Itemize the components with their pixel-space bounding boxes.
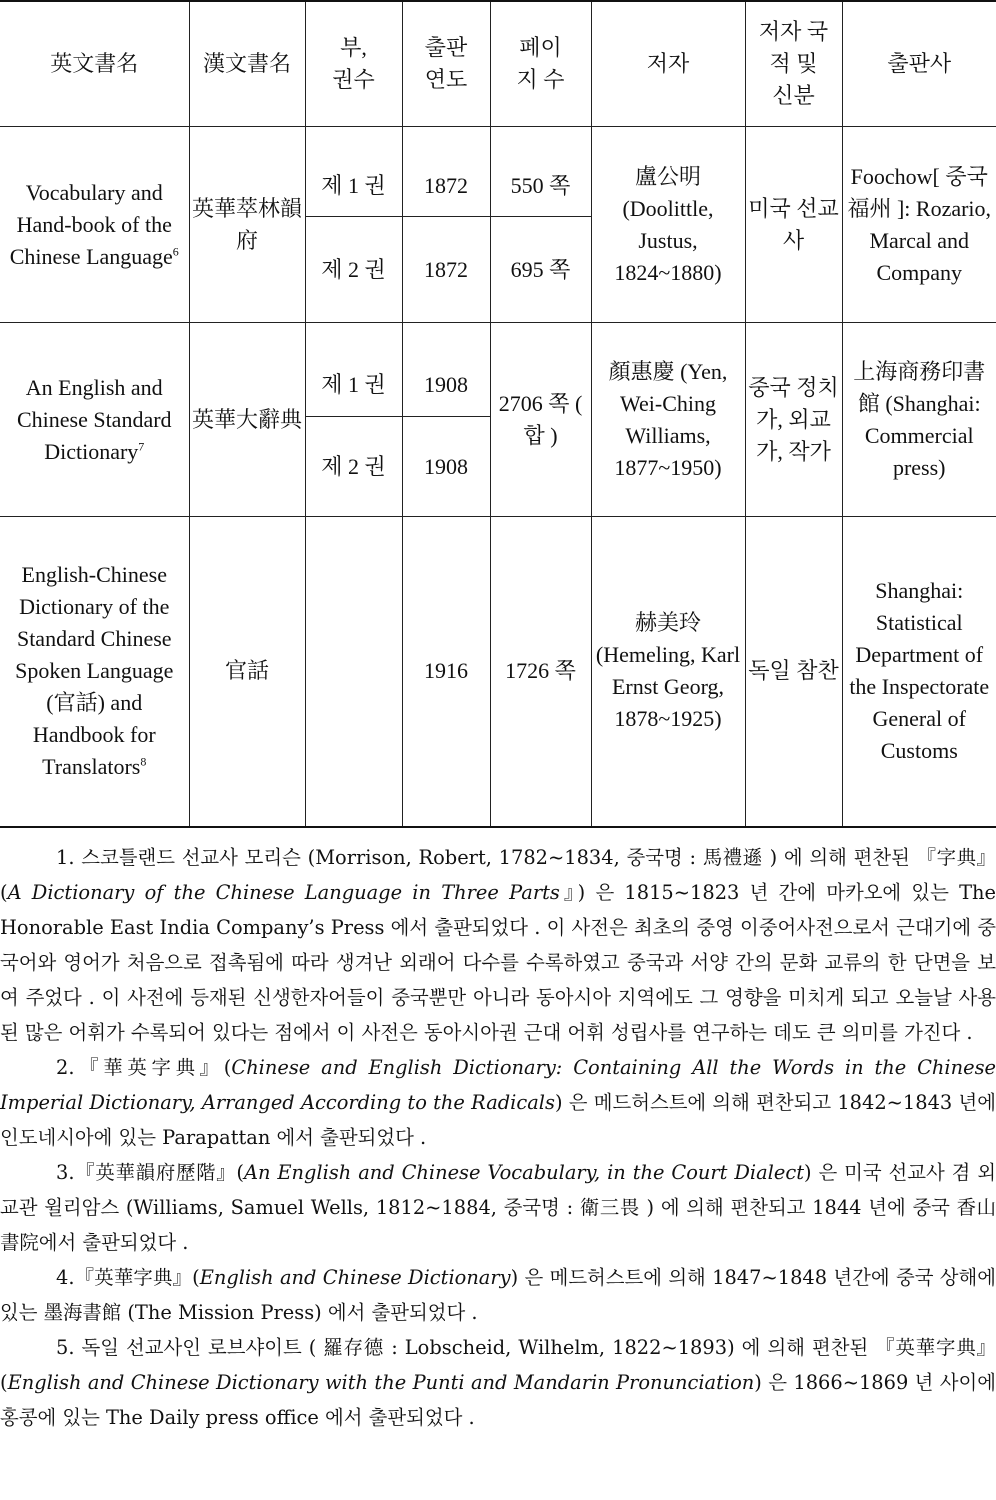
header-publisher: 출판사 — [842, 1, 996, 127]
english-title-cell — [0, 323, 189, 517]
header-author: 저자 — [591, 1, 745, 127]
header-pages: 페이 지 수 — [490, 1, 591, 127]
year-cell: 1908 — [402, 417, 490, 517]
english-title-cell — [0, 517, 189, 827]
footnote-4: 4.『英華字典』(English and Chinese Dictionary) 은 메드허스트에 의해 1847~1848 년간에 중국 상해에 있는 墨海書館 (The Mission Press) 에서 출판되었다 . — [0, 1266, 996, 1324]
header-volume: 부, 권수 — [305, 1, 402, 127]
volume-cell: 제 2 권 — [305, 417, 402, 517]
year-cell: 1916 — [402, 517, 490, 827]
pages-cell: 1726 쪽 — [490, 517, 591, 827]
author-cell: 顏惠慶 (Yen, Wei-Ching Williams, 1877~1950) — [591, 323, 745, 517]
footnotes — [0, 840, 996, 1435]
pages-cell: 550 쪽 — [490, 127, 591, 217]
author-info-cell: 미국 선교사 — [745, 127, 842, 323]
english-title-cell — [0, 127, 189, 323]
volume-cell: 제 1 권 — [305, 323, 402, 417]
table-row — [0, 323, 996, 417]
footnote-1: 1. 스코틀랜드 선교사 모리슨 (Morrison, Robert, 1782~1834, 중국명 : 馬禮遜 ) 에 의해 편찬된 『字典』(A Dictionary of the Chinese Language in Three Parts』) 은 1815~1823 년 간에 마카오에 있는 The Honorable East India Company’s Press 에서 출판되었다 . 이 사전은 최초의 중영 이중어사전으로서 근대기에 중국어와 영어가 처음으로 접촉됨에 따라 생겨난 외래어 다수를 수록하였고 중국과 서양 간의 문화 교류의 한 단면을 보여 주었다 . 이 사전에 등재된 신생한자어들이 중국뿐만 아니라 동아시아 지역에도 그 영향을 미치게 되고 오늘날 사용된 많은 어휘가 수록되어 있다는 점에서 이 사전은 동아시아권 근대 어휘 성립사를 연구하는 데도 큰 의미를 가진다 . — [0, 846, 996, 1044]
year-cell: 1908 — [402, 323, 490, 417]
chinese-title-cell: 官話 — [189, 517, 305, 827]
header-chinese-title: 漢文書名 — [189, 1, 305, 127]
header-english-title: 英文書名 — [0, 1, 189, 127]
publisher-cell: 上海商務印書館 (Shanghai: Commercial press) — [842, 323, 996, 517]
volume-cell: 제 1 권 — [305, 127, 402, 217]
header-author-info: 저자 국 적 및 신분 — [745, 1, 842, 127]
english-title: Vocabulary and Hand-book of the Chinese Language — [9, 179, 173, 269]
volume-cell — [305, 517, 402, 827]
english-title: An English and Chinese Standard Dictionary — [16, 374, 172, 464]
year-cell: 1872 — [402, 127, 490, 217]
footnote-ref: 8 — [140, 754, 147, 769]
year-cell: 1872 — [402, 217, 490, 323]
header-row — [0, 1, 996, 127]
publisher-cell: Shanghai: Statistical Department of the Inspectorate General of Customs — [842, 517, 996, 827]
chinese-title-cell: 英華大辭典 — [189, 323, 305, 517]
chinese-title-cell: 英華萃林韻府 — [189, 127, 305, 323]
volume-cell: 제 2 권 — [305, 217, 402, 323]
author-cell: 盧公明 (Doolittle, Justus, 1824~1880) — [591, 127, 745, 323]
publisher-cell: Foochow[ 중국 福州 ]: Rozario, Marcal and Company — [842, 127, 996, 323]
footnote-5: 5. 독일 선교사인 로브샤이트 ( 羅存德 : Lobscheid, Wilhelm, 1822~1893) 에 의해 편찬된 『英華字典』 (English and Chinese Dictionary with the Punti and Mandarin Pronunciation) 은 1866~1869 년 사이에 홍콩에 있는 The Daily press office 에서 출판되었다 . — [0, 1336, 996, 1429]
pages-cell: 2706 쪽 ( 합 ) — [490, 323, 591, 517]
author-info-cell: 중국 정치가, 외교가, 작가 — [745, 323, 842, 517]
author-info-cell: 독일 참찬 — [745, 517, 842, 827]
table-row — [0, 517, 996, 827]
english-title: English-Chinese Dictionary of the Standard Chinese Spoken Language (官話) and Handbook for Translators — [15, 562, 174, 780]
header-pub-year: 출판 연도 — [402, 1, 490, 127]
footnote-2: 2.『華英字典』(Chinese and English Dictionary: Containing All the Words in the Chinese Imperial Dictionary, Arranged According to the Radicals) 은 메드허스트에 의해 편찬되고 1842~1843 년에 인도네시아에 있는 Parapattan 에서 출판되었다 . — [0, 1056, 996, 1149]
footnote-ref: 7 — [138, 439, 145, 454]
author-cell: 赫美玲 (Hemeling, Karl Ernst Georg, 1878~1925) — [591, 517, 745, 827]
footnote-ref: 6 — [172, 244, 179, 259]
footnote-3: 3.『英華韻府歷階』(An English and Chinese Vocabulary, in the Court Dialect) 은 미국 선교사 겸 외교관 윌리암스 (Williams, Samuel Wells, 1812~1884, 중국명 : 衛三畏 ) 에 의해 편찬되고 1844 년에 중국 香山書院에서 출판되었다 . — [0, 1161, 996, 1254]
pages-cell: 695 쪽 — [490, 217, 591, 323]
table-row — [0, 127, 996, 217]
